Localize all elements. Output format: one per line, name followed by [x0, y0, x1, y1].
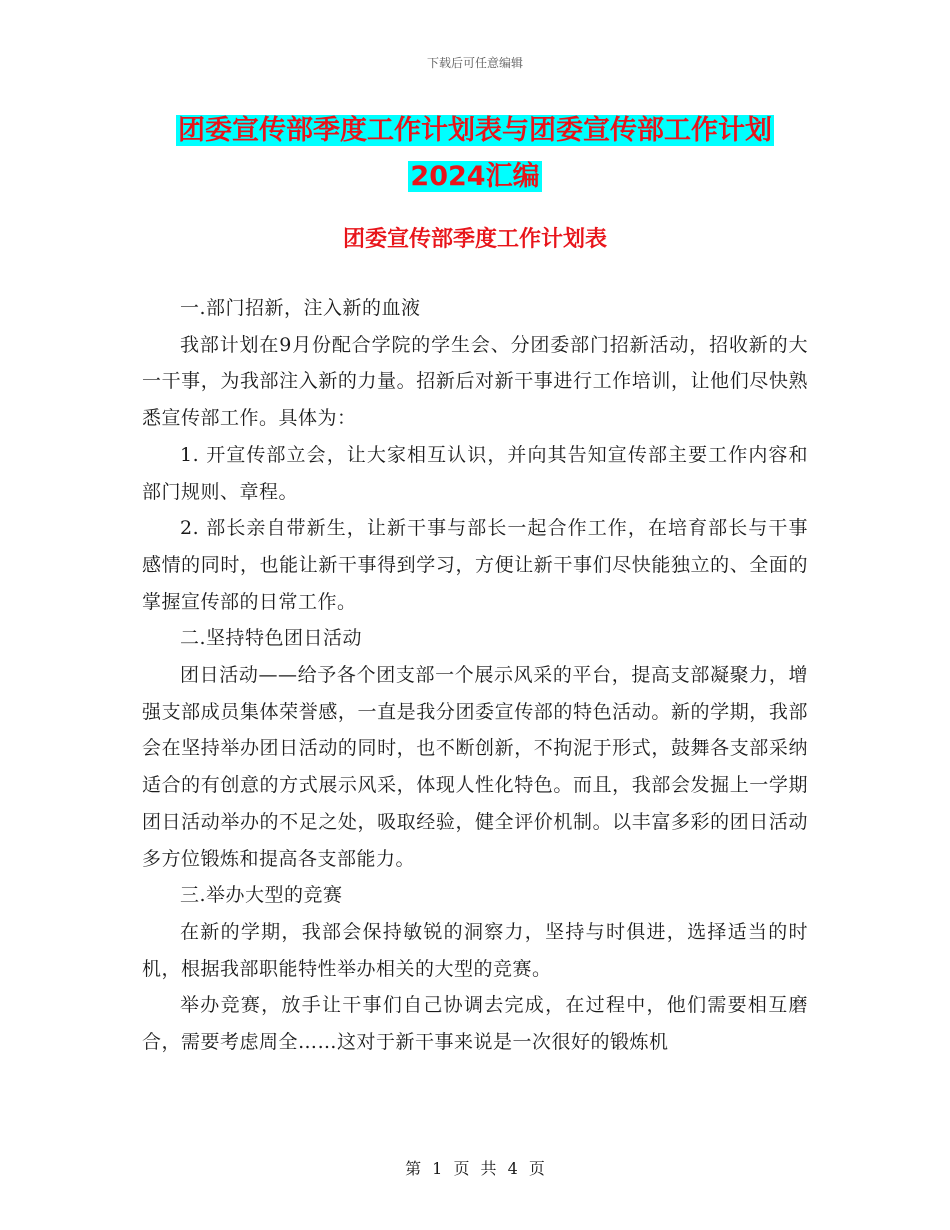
paragraph: 团日活动——给予各个团支部一个展示风采的平台，提高支部凝聚力，增强支部成员集体荣誉感，一直是我分团委宣传部的特色活动。新的学期，我部会在坚持举办团日活动的同时，也不断创新，不拘泥于形式，鼓舞各支部采纳适合的有创意的方式展示风采，体现人性化特色。而且，我部会发掘上一学期团日活动举办的不足之处，吸取经验，健全评价机制。以丰富多彩的团日活动多方位锻炼和提高各支部能力。	[142, 664, 808, 870]
document-body	[142, 290, 808, 1061]
page-number: 第 1 页 共 4 页	[405, 1159, 545, 1178]
paragraph: 举办竞赛，放手让干事们自己协调去完成，在过程中，他们需要相互磨合，需要考虑周全……这对于新干事来说是一次很好的锻炼机	[142, 994, 808, 1054]
heading-recruitment: 一.部门招新，注入新的血液	[180, 297, 421, 319]
header-note: 下载后可任意编辑	[426, 56, 523, 70]
title-line-1: 团委宣传部季度工作计划表与团委宣传部工作计划	[178, 115, 772, 146]
paragraph: 在新的学期，我部会保持敏锐的洞察力，坚持与时俱进，选择适当的时机，根据我部职能特性举办相关的大型的竞赛。	[142, 920, 808, 980]
heading-league-day: 二.坚持特色团日活动	[180, 627, 363, 650]
list-item: 2. 部长亲自带新生，让新干事与部长一起合作工作，在培育部长与干事感情的同时，也能让新干事得到学习，方便让新干事们尽快能独立的、全面的掌握宣传部的日常工作。	[142, 517, 808, 613]
heading-competition: 三.举办大型的竞赛	[180, 884, 343, 907]
paragraph: 我部计划在9月份配合学院的学生会、分团委部门招新活动，招收新的大一干事，为我部注入新的力量。招新后对新干事进行工作培训，让他们尽快熟悉宣传部工作。具体为：	[142, 333, 808, 430]
document-title	[0, 108, 950, 200]
list-item: 1. 开宣传部立会，让大家相互认识，并向其告知宣传部主要工作内容和部门规则、章程。	[142, 443, 808, 503]
section-title: 团委宣传部季度工作计划表	[342, 227, 607, 252]
title-line-2: 2024汇编	[410, 161, 540, 192]
